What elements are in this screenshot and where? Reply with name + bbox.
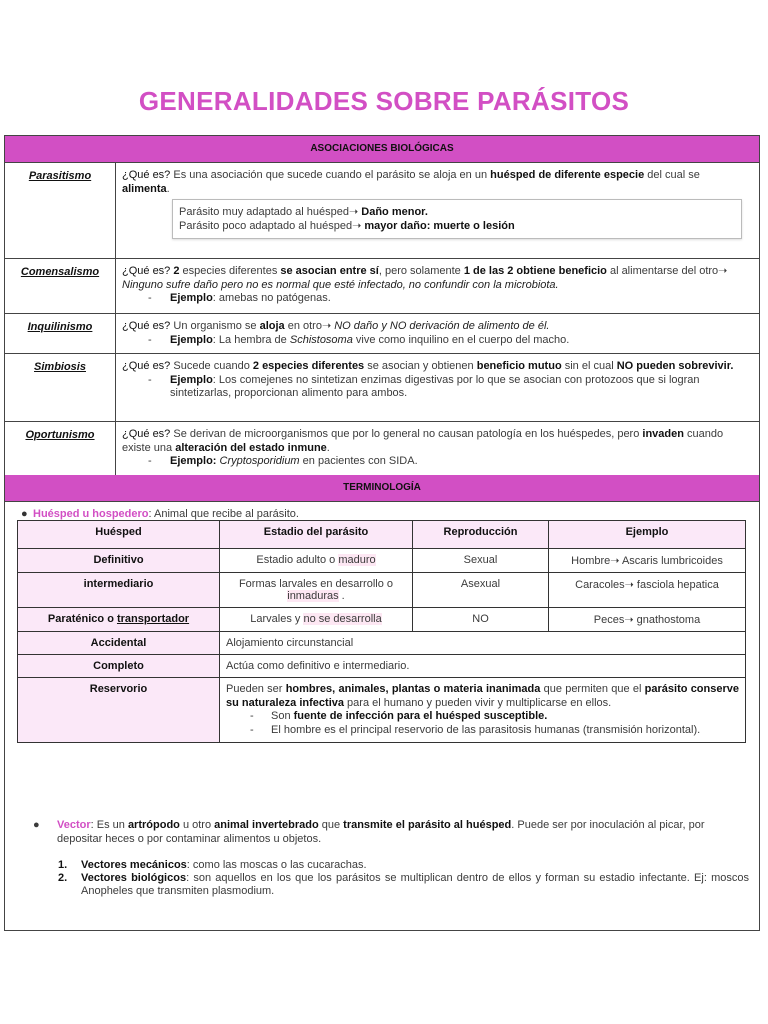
table-row: intermediario Formas larvales en desarrollo o inmaduras . Asexual Caracoles➝ fasciola hepatica bbox=[18, 573, 746, 608]
vector-types-list bbox=[58, 859, 749, 898]
col-huesped: Huésped bbox=[18, 521, 220, 549]
section-header-terminologia: TERMINOLOGÍA bbox=[5, 475, 759, 502]
table-header-row bbox=[18, 521, 746, 549]
col-reproduccion: Reproducción bbox=[413, 521, 549, 549]
content-frame: ASOCIACIONES BIOLÓGICAS Parasitismo ¿Qué es? Es una asociación que sucede cuando el parásito se aloja en un huésped de diferente especie del cual se alimenta. Parásito muy adaptado al huésped➝ Daño menor. Parásito poco adaptado al huésped➝ mayor daño: muerte o lesión Comensalismo ¿Qué es? 2 especies diferentes se asocian entre sí, pero solamente 1 de las 2 obtiene beneficio al alimentarse del otro➝ Ninguno sufre daño pero no es normal que esté infectado, no confundir con la microbiota. - Ejemplo: amebas no patógenas. Inquilinismo ¿Qué es? Un organismo se aloja en otro➝ NO daño y NO derivación de alimento de él. - Ejemplo: La hembra de Schistosoma vive como inquilino en el cuerpo del macho. Simbiosis ¿Qué es? Sucede cuando 2 especies diferentes se asocian y obtienen beneficio mutuo sin el cual NO pueden sobrevivir. - Ejemplo: Los comejenes no sintetizan enzimas digestivas por lo que se asocian con protozoos que si logran sintetizarlas, proporcionan alimento para ambos. Oportunismo ¿Qué es? Se derivan de microorganismos que por lo general no causan patología en los huéspedes, pero invaden cuando existe una alteración del estado inmune. - Ejemplo: Cryptosporidium en pacientes con SIDA. TERMINOLOGÍA ● Huésped u hospedero: Animal que recibe al parásito. Huésped Estadio del parásito Reproducción Ejemplo Definitivo Estadio adulto o maduro Sexual Hombre➝ Ascaris lumbricoides intermediario Formas larvales en desarrollo o inmaduras . Asexual Caracoles➝ fasciola hepatica Paraténico o transportador Larvales y no se desarrolla NO Peces➝ gnathostoma Accidental Alojamiento circunstancial Completo Actúa como definitivo e intermediario. Reservorio Pueden ser hombres, animales, plantas o materia inanimada que permiten que el parásito conserve su naturaleza infectiva para el humano y pueden vivir y multiplicarse en ellos. - Son fuente de infección para el huésped susceptible. - El hombre es el principal reservorio de las parasitosis humanas (transmisión horizontal). ● Vector: Es un artrópodo u otro animal invertebrado que transmite el parásito al huésped. Puede ser por inoculación al picar, por depositar heces o por contaminar alimentos u objetos. 1. Vectores mecánicos: como las moscas o las cucarachas. 2. Vectores biológicos: son aquellos en los que los parásitos se multiplican dentro de ellos y forman su estadio infectante. Ej: moscos Anopheles que transmiten plasmodium. bbox=[4, 135, 760, 931]
col-estadio: Estadio del parásito bbox=[220, 521, 413, 549]
term-comensalismo: Comensalismo bbox=[5, 258, 116, 313]
term-oportunismo: Oportunismo bbox=[5, 421, 116, 475]
list-item: 1. Vectores mecánicos: como las moscas o las cucarachas. bbox=[58, 859, 367, 871]
host-types-table bbox=[17, 520, 746, 743]
row-simbiosis bbox=[5, 353, 759, 422]
vector-definition: ● Vector: Es un artrópodo u otro animal invertebrado que transmite el parásito al huésped. Puede ser por inoculación al picar, por depositar heces o por contaminar alimentos u objetos. bbox=[33, 819, 705, 845]
desc-oportunismo: ¿Qué es? Se derivan de microorganismos que por lo general no causan patología en los huéspedes, pero invaden cuando existe una alteración del estado inmune. - Ejemplo: Cryptosporidium en pacientes con SIDA. bbox=[122, 428, 749, 469]
adaptation-note-box: Parásito muy adaptado al huésped➝ Daño menor. Parásito poco adaptado al huésped➝ mayor daño: muerte o lesión bbox=[172, 199, 742, 239]
desc-inquilinismo: ¿Qué es? Un organismo se aloja en otro➝ NO daño y NO derivación de alimento de él. - Ejemplo: La hembra de Schistosoma vive como inquilino en el cuerpo del macho. bbox=[122, 320, 749, 347]
row-inquilinismo bbox=[5, 313, 759, 354]
term-parasitismo: Parasitismo bbox=[5, 162, 116, 258]
page-title: GENERALIDADES SOBRE PARÁSITOS bbox=[138, 86, 630, 116]
desc-comensalismo: ¿Qué es? 2 especies diferentes se asocian entre sí, pero solamente 1 de las 2 obtiene beneficio al alimentarse del otro➝ Ninguno sufre daño pero no es normal que esté infectado, no confundir con la microbiota. - Ejemplo: amebas no patógenas. bbox=[122, 265, 749, 306]
table-row: Paraténico o transportador Larvales y no se desarrolla NO Peces➝ gnathostoma bbox=[18, 608, 746, 632]
term-simbiosis: Simbiosis bbox=[5, 353, 116, 421]
desc-parasitismo: ¿Qué es? Es una asociación que sucede cuando el parásito se aloja en un huésped de diferente especie del cual se alimenta. Parásito muy adaptado al huésped➝ Daño menor. Parásito poco adaptado al huésped➝ mayor daño: muerte o lesión bbox=[122, 169, 749, 239]
table-row: Accidental Alojamiento circunstancial bbox=[18, 632, 746, 655]
table-row: Definitivo Estadio adulto o maduro Sexual Hombre➝ Ascaris lumbricoides bbox=[18, 549, 746, 573]
desc-simbiosis: ¿Qué es? Sucede cuando 2 especies diferentes se asocian y obtienen beneficio mutuo sin el cual NO pueden sobrevivir. - Ejemplo: Los comejenes no sintetizan enzimas digestivas por lo que se asocian con protozoos que si logran sintetizarlas, proporcionan alimento para ambos. bbox=[122, 360, 749, 401]
list-item: 2. Vectores biológicos: son aquellos en los que los parásitos se multiplican dentro de ellos y forman su estadio infectante. Ej: moscos Anopheles que transmiten plasmodium. bbox=[58, 872, 749, 897]
section-header-asociaciones: ASOCIACIONES BIOLÓGICAS bbox=[5, 136, 759, 163]
row-oportunismo bbox=[5, 421, 759, 476]
row-comensalismo bbox=[5, 258, 759, 314]
col-ejemplo: Ejemplo bbox=[549, 521, 746, 549]
term-inquilinismo: Inquilinismo bbox=[5, 313, 116, 353]
row-parasitismo bbox=[5, 162, 759, 259]
table-row: Reservorio Pueden ser hombres, animales, plantas o materia inanimada que permiten que el parásito conserve su naturaleza infectiva para el humano y pueden vivir y multiplicarse en ellos. - Son fuente de infección para el huésped susceptible. - El hombre es el principal reservorio de las parasitosis humanas (transmisión horizontal). bbox=[18, 678, 746, 743]
table-row: Completo Actúa como definitivo e intermediario. bbox=[18, 655, 746, 678]
